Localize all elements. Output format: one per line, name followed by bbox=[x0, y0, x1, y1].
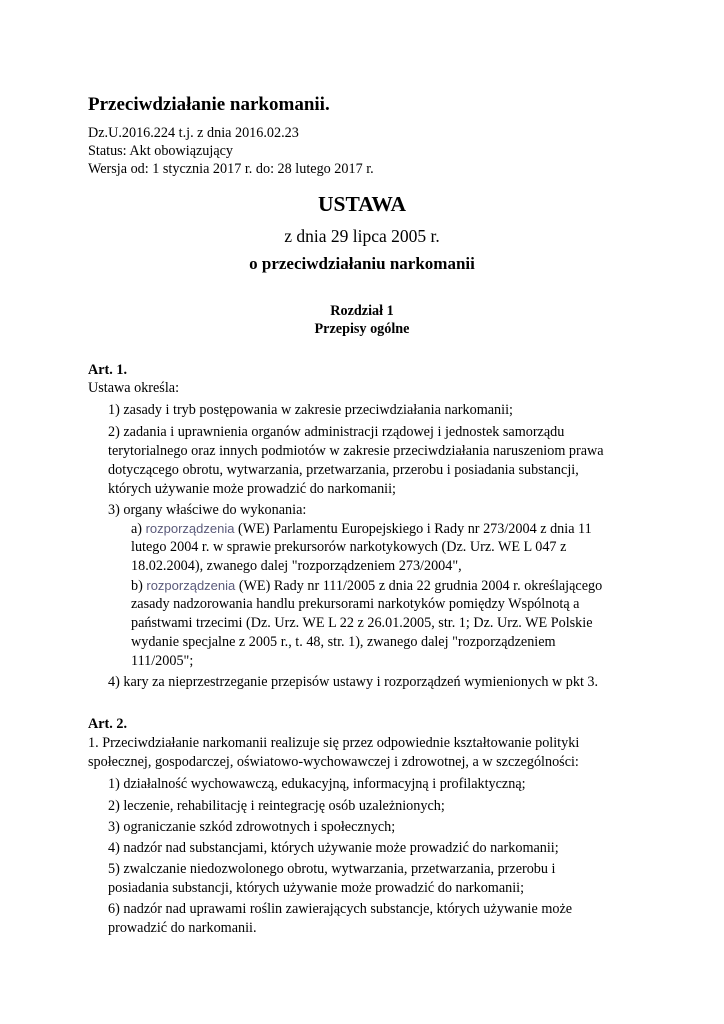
spaced-term: rozporządzenia bbox=[146, 578, 236, 593]
article-1-point-3a-line bbox=[131, 519, 592, 539]
article-1-point-3b-line bbox=[131, 576, 602, 596]
article-2-point-5-line: posiadania substancji, których używanie może prowadzić do narkomanii; bbox=[108, 880, 525, 896]
journal-reference: Dz.U.2016.224 t.j. z dnia 2016.02.23 bbox=[88, 125, 299, 141]
act-subject: o przeciwdziałaniu narkomanii bbox=[249, 254, 475, 273]
article-1-point-1: 1) zasady i tryb postępowania w zakresie przeciwdziałania narkomanii; bbox=[108, 402, 513, 418]
line-text: (WE) Parlamentu Europejskiego i Rady nr 273/2004 z dnia 11 bbox=[234, 521, 592, 537]
article-2-point-6-line: prowadzić do narkomanii. bbox=[108, 920, 257, 936]
article-1-point-2-line: terytorialnego oraz innych podmiotów w zakresie przeciwdziałania naruszeniom prawa bbox=[108, 443, 604, 459]
article-1-point-3: 3) organy właściwe do wykonania: bbox=[108, 502, 307, 518]
article-1-point-2-line: 2) zadania i uprawnienia organów administracji rządowej i jednostek samorządu bbox=[108, 424, 565, 440]
article-1-point-3b-line: 111/2005"; bbox=[131, 653, 194, 669]
spaced-term: rozporządzenia bbox=[145, 521, 235, 536]
article-2-section-1-line: 1. Przeciwdziałanie narkomanii realizuje się przez odpowiednie kształtowanie polityki bbox=[88, 735, 580, 751]
article-1-point-4: 4) kary za nieprzestrzeganie przepisów ustawy i rozporządzeń wymienionych w pkt 3. bbox=[108, 674, 599, 690]
article-2-point-2: 2) leczenie, rehabilitację i reintegrację osób uzależnionych; bbox=[108, 798, 445, 814]
chapter-title: Przepisy ogólne bbox=[314, 321, 410, 337]
item-letter: a) bbox=[131, 521, 146, 537]
article-2-point-5-line: 5) zwalczanie niedozwolonego obrotu, wytwarzania, przetwarzania, przerobu i bbox=[108, 861, 556, 877]
line-text: (WE) Rady nr 111/2005 z dnia 22 grudnia 2004 r. określającego bbox=[235, 578, 603, 594]
article-2-point-4: 4) nadzór nad substancjami, których używanie może prowadzić do narkomanii; bbox=[108, 840, 559, 856]
item-letter: b) bbox=[131, 578, 147, 594]
document-title: Przeciwdziałanie narkomanii. bbox=[88, 94, 330, 115]
article-1-point-2-line: dotyczącego obrotu, wytwarzania, przetwarzania, przerobu i posiadania substancji, bbox=[108, 462, 579, 478]
article-1-point-3a-line: 18.02.2004), zwanego dalej "rozporządzeniem 273/2004", bbox=[131, 558, 462, 574]
article-1-point-2-line: których używanie może prowadzić do narkomanii; bbox=[108, 481, 396, 497]
status-line: Status: Akt obowiązujący bbox=[88, 143, 234, 159]
article-1-point-3b-line: państwami trzecimi (Dz. Urz. WE L 22 z 26.01.2005, str. 1; Dz. Urz. WE Polskie bbox=[131, 615, 593, 631]
chapter-number: Rozdział 1 bbox=[330, 303, 394, 319]
article-2-point-3: 3) ograniczanie szkód zdrowotnych i społecznych; bbox=[108, 819, 396, 835]
version-line: Wersja od: 1 stycznia 2017 r. do: 28 lutego 2017 r. bbox=[88, 161, 374, 177]
article-2-section-1-line: społecznej, gospodarczej, oświatowo-wychowawczej i zdrowotnej, a w szczególności: bbox=[88, 754, 579, 770]
article-1-point-3b-line: zasady nadzorowania handlu prekursorami narkotyków pomiędzy Wspólnotą a bbox=[131, 596, 580, 612]
article-1-point-3b-line: wydanie specjalne z 2005 r., t. 48, str. 1), zwanego dalej "rozporządzeniem bbox=[131, 634, 556, 650]
article-2-point-1: 1) działalność wychowawczą, edukacyjną, informacyjną i profilaktyczną; bbox=[108, 776, 526, 792]
article-1-intro: Ustawa określa: bbox=[88, 380, 180, 396]
article-1-point-3a-line: lutego 2004 r. w sprawie prekursorów narkotykowych (Dz. Urz. WE L 047 z bbox=[131, 539, 567, 555]
act-date: z dnia 29 lipca 2005 r. bbox=[284, 226, 440, 246]
article-2-heading: Art. 2. bbox=[88, 716, 128, 732]
act-type-heading: USTAWA bbox=[317, 192, 406, 216]
article-1-heading: Art. 1. bbox=[88, 362, 128, 378]
article-2-point-6-line: 6) nadzór nad uprawami roślin zawierających substancje, których używanie może bbox=[108, 901, 573, 917]
